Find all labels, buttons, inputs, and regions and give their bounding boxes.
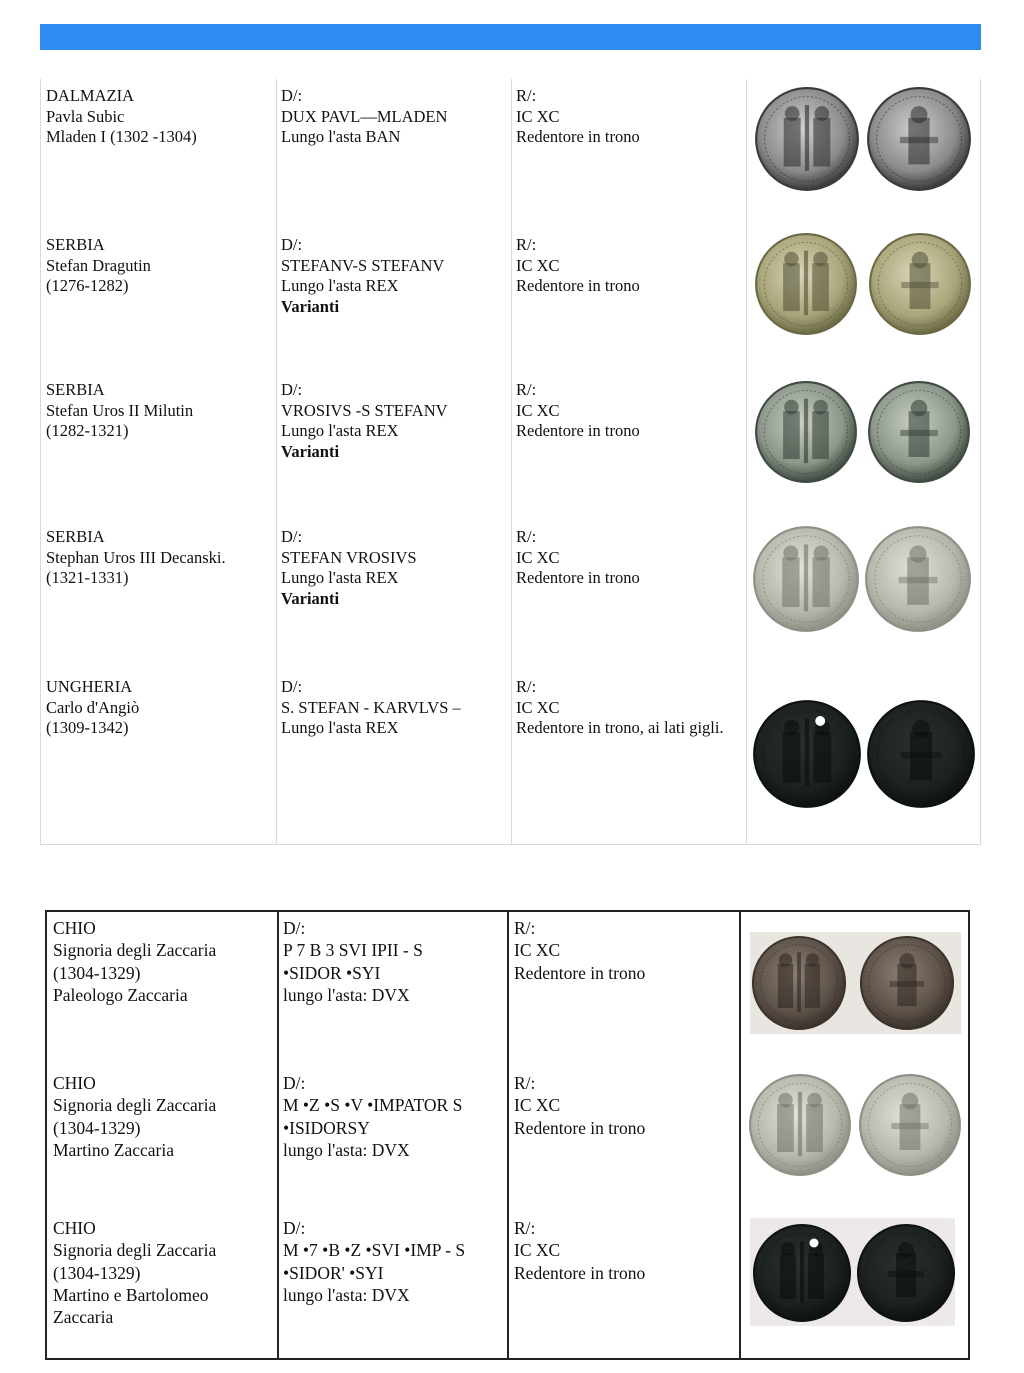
ruler-cell xyxy=(53,1217,216,1328)
ruler-name: Stefan Uros II Milutin xyxy=(46,400,194,420)
reverse-cell xyxy=(516,527,640,589)
reverse-label: R/: xyxy=(516,527,537,546)
ruler-dates: (1304-1329) xyxy=(53,1262,141,1283)
reverse-description: Redentore in trono xyxy=(516,421,640,440)
obverse-cell xyxy=(281,86,447,148)
obverse-staff: Lungo l'asta REX xyxy=(281,276,399,295)
obverse-legend-cont: •SIDOR' •SYI xyxy=(283,1262,384,1283)
coin-obverse-image xyxy=(754,86,860,192)
coin-graphic xyxy=(752,1222,852,1324)
reverse-legend: IC XC xyxy=(514,940,561,961)
reverse-cell xyxy=(516,380,640,442)
reverse-label: R/: xyxy=(516,86,537,105)
obverse-label: D/: xyxy=(283,1218,306,1238)
obverse-cell xyxy=(283,1072,462,1161)
coin-graphic xyxy=(864,525,972,633)
obverse-staff: Lungo l'asta REX xyxy=(281,718,399,737)
column-divider xyxy=(507,912,509,1358)
coin-graphic xyxy=(748,1073,852,1177)
reverse-description: Redentore in trono, ai lati gigli. xyxy=(516,718,724,737)
ruler-cell xyxy=(46,86,197,148)
obverse-cell xyxy=(281,380,448,462)
obverse-cell xyxy=(283,917,423,1006)
ruler-cell xyxy=(53,1072,216,1161)
reverse-legend: IC XC xyxy=(514,1095,561,1116)
coin-graphic xyxy=(750,935,848,1031)
coin-reverse-image xyxy=(866,380,972,484)
coin-graphic xyxy=(858,935,956,1031)
dynasty-name: Signoria degli Zaccaria xyxy=(53,940,217,961)
obverse-staff: lungo l'asta: DVX xyxy=(283,1139,410,1160)
reverse-cell xyxy=(516,235,640,297)
ruler-dates: (1321-1331) xyxy=(46,568,129,587)
reverse-cell xyxy=(516,677,724,739)
region-name: SERBIA xyxy=(46,235,105,254)
obverse-staff: Lungo l'asta BAN xyxy=(281,127,401,146)
obverse-cell xyxy=(281,677,461,739)
column-divider xyxy=(276,79,277,844)
obverse-legend-cont: •SIDOR •SYI xyxy=(283,962,381,983)
coin-reverse-image xyxy=(866,232,974,336)
coin-graphic xyxy=(866,232,974,336)
coin-graphic xyxy=(866,380,972,484)
ruler-dates: (1304-1329) xyxy=(53,1117,141,1138)
obverse-label: D/: xyxy=(283,918,306,938)
ruler-dates: Mladen I (1302 -1304) xyxy=(46,127,197,146)
obverse-label: D/: xyxy=(281,235,303,254)
reverse-legend: IC XC xyxy=(516,106,560,126)
reverse-legend: IC XC xyxy=(516,255,560,275)
reverse-description: Redentore in trono xyxy=(516,127,640,146)
coin-reverse-image xyxy=(864,525,972,633)
coin-graphic xyxy=(752,380,860,484)
coin-reverse-image xyxy=(856,1222,956,1324)
reverse-legend: IC XC xyxy=(514,1240,561,1261)
coin-graphic xyxy=(856,1222,956,1324)
column-divider xyxy=(277,912,279,1358)
obverse-label: D/: xyxy=(281,86,303,105)
obverse-staff: lungo l'asta: DVX xyxy=(283,984,410,1005)
variants-note: Varianti xyxy=(281,296,340,316)
ruler-dates: (1304-1329) xyxy=(53,962,141,983)
reverse-label: R/: xyxy=(514,1218,536,1238)
coin-graphic xyxy=(752,525,860,633)
obverse-legend: M •7 •B •Z •SVI •IMP - S xyxy=(283,1240,466,1261)
ruler-cell xyxy=(46,677,139,739)
ruler-cell xyxy=(46,527,226,589)
region-name: SERBIA xyxy=(46,527,105,546)
reverse-description: Redentore in trono xyxy=(516,568,640,587)
ruler-name: Stefan Dragutin xyxy=(46,255,151,275)
coin-reverse-image xyxy=(858,935,956,1031)
coin-obverse-image xyxy=(748,1073,852,1177)
dynasty-name: Signoria degli Zaccaria xyxy=(53,1240,217,1261)
obverse-label: D/: xyxy=(283,1073,306,1093)
obverse-legend: STEFAN VROSIVS xyxy=(281,547,417,567)
reverse-legend: IC XC xyxy=(516,697,560,717)
obverse-legend: S. STEFAN - KARVLVS – xyxy=(281,697,461,717)
reverse-legend: IC XC xyxy=(516,547,560,567)
variants-note: Varianti xyxy=(281,441,340,461)
region-name: CHIO xyxy=(53,1218,96,1238)
reverse-label: R/: xyxy=(516,677,537,696)
reverse-cell xyxy=(514,917,645,984)
obverse-staff: Lungo l'asta REX xyxy=(281,568,399,587)
ruler-dates: (1276-1282) xyxy=(46,276,129,295)
obverse-cell xyxy=(281,527,417,609)
coin-graphic xyxy=(866,86,972,192)
obverse-legend: P 7 B 3 SVI IPII - S xyxy=(283,940,423,961)
reverse-label: R/: xyxy=(516,235,537,254)
obverse-legend-cont: •ISIDORSY xyxy=(283,1117,370,1138)
obverse-staff: Lungo l'asta REX xyxy=(281,421,399,440)
coin-graphic xyxy=(754,86,860,192)
obverse-cell xyxy=(283,1217,465,1306)
coin-graphic xyxy=(858,1073,962,1177)
obverse-legend: M •Z •S •V •IMPATOR S xyxy=(283,1095,463,1116)
ruler-name: Martino e Bartolomeo xyxy=(53,1284,209,1305)
ruler-name: Pavla Subic xyxy=(46,106,125,126)
coin-graphic xyxy=(866,698,976,810)
coin-reverse-image xyxy=(858,1073,962,1177)
reverse-cell xyxy=(514,1072,645,1139)
obverse-label: D/: xyxy=(281,677,303,696)
ruler-cell xyxy=(46,235,151,297)
coin-obverse-image xyxy=(752,380,860,484)
coin-obverse-image xyxy=(752,698,862,810)
region-name: CHIO xyxy=(53,1073,96,1093)
reverse-description: Redentore in trono xyxy=(514,962,646,983)
ruler-name-cont: Zaccaria xyxy=(53,1307,114,1328)
reverse-cell xyxy=(516,86,640,148)
reverse-label: R/: xyxy=(514,918,536,938)
region-name: CHIO xyxy=(53,918,96,938)
ruler-cell xyxy=(46,380,193,442)
region-name: DALMAZIA xyxy=(46,86,134,105)
coin-reverse-image xyxy=(866,698,976,810)
ruler-dates: (1282-1321) xyxy=(46,421,129,440)
reverse-label: R/: xyxy=(514,1073,536,1093)
column-divider xyxy=(511,79,512,844)
obverse-cell xyxy=(281,235,444,317)
dynasty-name: Signoria degli Zaccaria xyxy=(53,1095,217,1116)
coin-obverse-image xyxy=(750,935,848,1031)
region-name: SERBIA xyxy=(46,380,105,399)
ruler-cell xyxy=(53,917,216,1006)
reverse-label: R/: xyxy=(516,380,537,399)
obverse-label: D/: xyxy=(281,380,303,399)
obverse-label: D/: xyxy=(281,527,303,546)
obverse-legend: DUX PAVL—MLADEN xyxy=(281,106,448,126)
region-name: UNGHERIA xyxy=(46,677,133,696)
header-bar xyxy=(40,24,981,50)
obverse-legend: VROSIVS -S STEFANV xyxy=(281,400,448,420)
column-divider xyxy=(739,912,741,1358)
ruler-dates: (1309-1342) xyxy=(46,718,129,737)
reverse-description: Redentore in trono xyxy=(516,276,640,295)
column-divider xyxy=(746,79,747,844)
obverse-legend: STEFANV-S STEFANV xyxy=(281,255,445,275)
ruler-name: Stephan Uros III Decanski. xyxy=(46,547,226,567)
ruler-name: Martino Zaccaria xyxy=(53,1139,174,1160)
ruler-name: Paleologo Zaccaria xyxy=(53,984,188,1005)
reverse-description: Redentore in trono xyxy=(514,1117,646,1138)
variants-note: Varianti xyxy=(281,588,340,608)
coin-obverse-image xyxy=(752,1222,852,1324)
coin-obverse-image xyxy=(752,232,860,336)
reverse-description: Redentore in trono xyxy=(514,1262,646,1283)
coin-graphic xyxy=(752,698,862,810)
obverse-staff: lungo l'asta: DVX xyxy=(283,1284,410,1305)
coin-graphic xyxy=(752,232,860,336)
ruler-name: Carlo d'Angiò xyxy=(46,697,140,717)
coin-obverse-image xyxy=(752,525,860,633)
coin-reverse-image xyxy=(866,86,972,192)
reverse-cell xyxy=(514,1217,645,1284)
reverse-legend: IC XC xyxy=(516,400,560,420)
